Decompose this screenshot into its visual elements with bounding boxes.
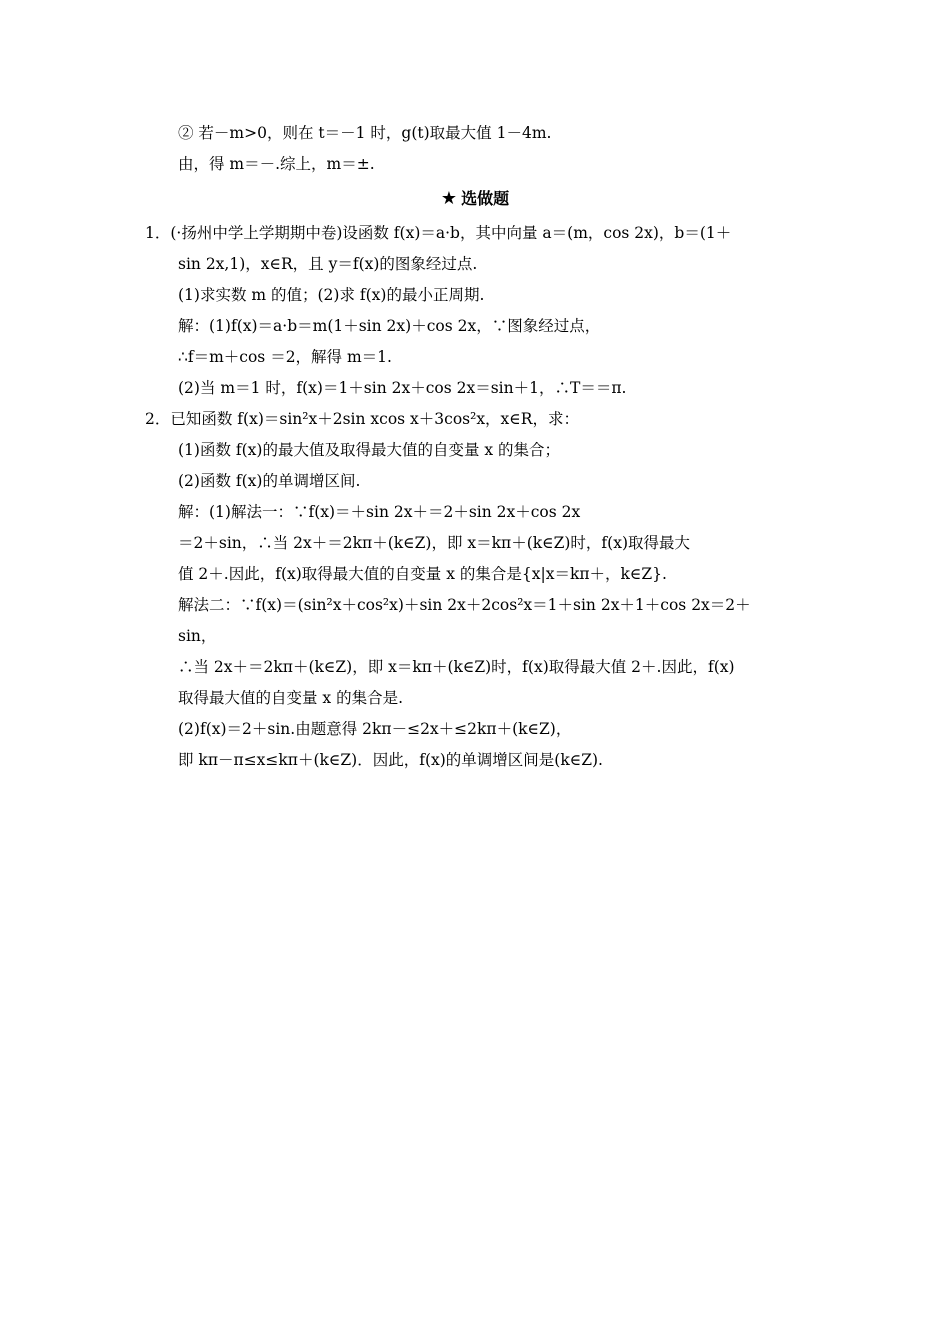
section-title xyxy=(0,188,950,210)
text-line: sin 2x,1)，x∈R，且 y＝f(x)的图象经过点. xyxy=(178,255,478,273)
solution-line: 解法二：∵f(x)＝(sin²x＋cos²x)＋sin 2x＋2cos²x＝1＋sin 2x＋1＋cos 2x＝2＋ xyxy=(178,596,751,614)
solution-line: (2)当 m＝1 时，f(x)＝1＋sin 2x＋cos 2x＝sin＋1，∴T＝＝π. xyxy=(178,379,627,397)
solution-line: (2)f(x)＝2＋sin.由题意得 2kπ－≤2x＋≤2kπ＋(k∈Z)， xyxy=(178,720,572,738)
text-line: ② 若－m>0，则在 t＝－1 时，g(t)取最大值 1－4m. xyxy=(178,124,552,142)
solution-line: ∴当 2x＋＝2kπ＋(k∈Z)，即 x＝kπ＋(k∈Z)时，f(x)取得最大值 2＋.因此，f(x) xyxy=(178,658,735,676)
solution-line: 解：(1)f(x)＝a·b＝m(1＋sin 2x)＋cos 2x，∵图象经过点， xyxy=(178,317,601,335)
solution-line: sin， xyxy=(178,627,217,645)
text-line: 由，得 m＝－.综上，m＝±. xyxy=(178,155,375,173)
text-line: (1)函数 f(x)的最大值及取得最大值的自变量 x 的集合； xyxy=(178,441,561,459)
text-line: (2)函数 f(x)的单调增区间. xyxy=(178,472,361,490)
problem-1-stem: 1．(·扬州中学上学期期中卷)设函数 f(x)＝a·b，其中向量 a＝(m，cos 2x)，b＝(1＋ xyxy=(145,224,732,242)
text-line: (1)求实数 m 的值；(2)求 f(x)的最小正周期. xyxy=(178,286,485,304)
solution-line: 值 2＋.因此，f(x)取得最大值的自变量 x 的集合是{x|x＝kπ＋，k∈Z}. xyxy=(178,565,667,583)
solution-line: ＝2＋sin，∴当 2x＋＝2kπ＋(k∈Z)，即 x＝kπ＋(k∈Z)时，f(x)取得最大 xyxy=(178,534,691,552)
solution-line: 解：(1)解法一：∵f(x)＝＋sin 2x＋＝2＋sin 2x＋cos 2x xyxy=(178,503,581,521)
star-icon: ★ xyxy=(440,188,458,209)
solution-line: ∴f＝m＋cos ＝2，解得 m＝1. xyxy=(178,348,392,366)
solution-line: 取得最大值的自变量 x 的集合是. xyxy=(178,689,404,707)
section-title-text: 选做题 xyxy=(461,189,510,208)
problem-2-stem: 2．已知函数 f(x)＝sin²x＋2sin xcos x＋3cos²x，x∈R，求： xyxy=(145,410,579,428)
solution-line: 即 kπ－π≤x≤kπ＋(k∈Z)．因此，f(x)的单调增区间是(k∈Z). xyxy=(178,751,603,769)
